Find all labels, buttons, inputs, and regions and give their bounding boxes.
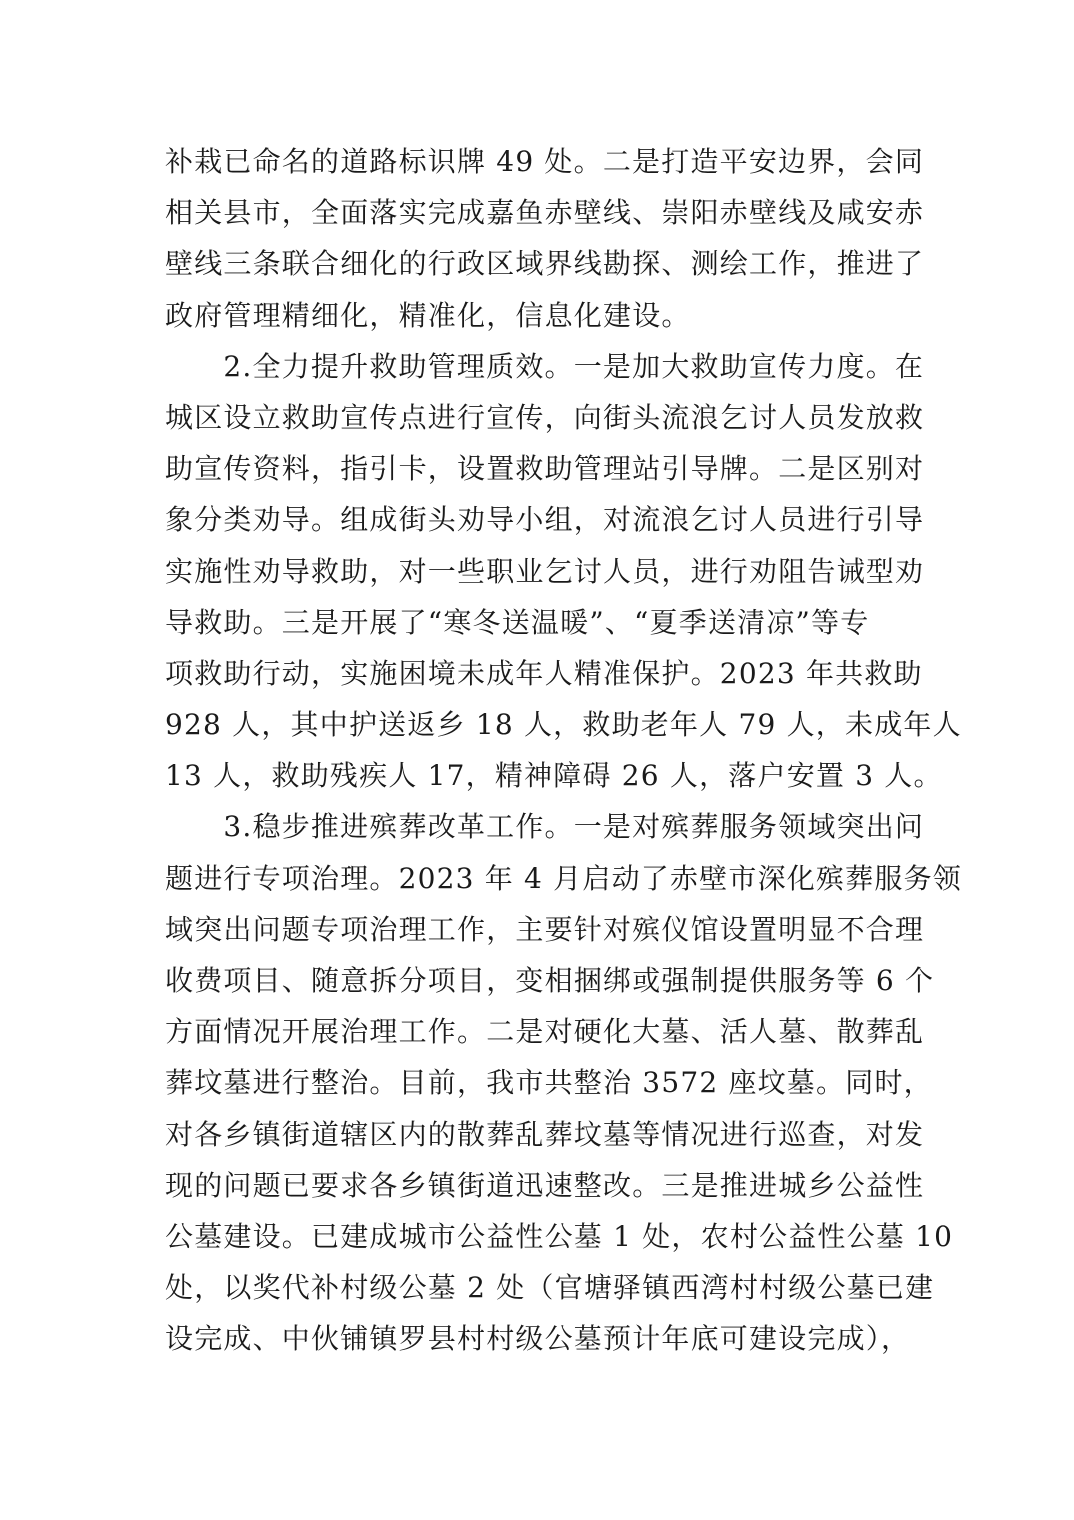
text-line: 助宣传资料，指引卡，设置救助管理站引导牌。二是区别对	[165, 452, 925, 486]
text-line: 3.稳步推进殡葬改革工作。一是对殡葬服务领域突出问	[165, 810, 925, 844]
text-line: 处，以奖代补村级公墓 2 处（官塘驿镇西湾村村级公墓已建	[165, 1271, 935, 1305]
text-line: 现的问题已要求各乡镇街道迅速整改。三是推进城乡公益性	[165, 1168, 925, 1202]
text-line: 对各乡镇街道辖区内的散葬乱葬坟墓等情况进行巡查，对发	[165, 1117, 925, 1151]
body-text	[165, 136, 962, 1365]
text-line: 导救助。三是开展了“寒冬送温暖”、“夏季送清凉”等专	[165, 605, 870, 639]
text-line: 2.全力提升救助管理质效。一是加大救助宣传力度。在	[165, 349, 925, 383]
text-line: 葬坟墓进行整治。目前，我市共整治 3572 座坟墓。同时，	[165, 1066, 933, 1100]
text-line: 政府管理精细化，精准化，信息化建设。	[165, 298, 691, 332]
text-line: 项救助行动，实施困境未成年人精准保护。2023 年共救助	[165, 656, 923, 690]
text-line: 13 人，救助残疾人 17，精神障碍 26 人，落户安置 3 人。	[165, 759, 943, 793]
text-line: 壁线三条联合细化的行政区域界线勘探、测绘工作，推进了	[165, 247, 925, 281]
text-line: 象分类劝导。组成街头劝导小组，对流浪乞讨人员进行引导	[165, 503, 925, 537]
text-line: 方面情况开展治理工作。二是对硬化大墓、活人墓、散葬乱	[165, 1015, 925, 1049]
text-line: 收费项目、随意拆分项目，变相捆绑或强制提供服务等 6 个	[165, 964, 935, 997]
text-line: 相关县市，全面落实完成嘉鱼赤壁线、崇阳赤壁线及咸安赤	[165, 196, 925, 230]
text-line: 补栽已命名的道路标识牌 49 处。二是打造平安边界，会同	[165, 145, 925, 178]
text-line: 设完成、中伙铺镇罗县村村级公墓预计年底可建设完成），	[165, 1322, 911, 1356]
text-line: 实施性劝导救助，对一些职业乞讨人员，进行劝阻告诫型劝	[165, 554, 925, 588]
text-line: 域突出问题专项治理工作，主要针对殡仪馆设置明显不合理	[165, 912, 925, 946]
text-line: 928 人，其中护送返乡 18 人，救助老年人 79 人，未成年人	[165, 708, 962, 742]
text-line: 题进行专项治理。2023 年 4 月启动了赤壁市深化殡葬服务领	[165, 861, 962, 895]
text-line: 公墓建设。已建成城市公益性公墓 1 处，农村公益性公墓 10	[165, 1219, 954, 1253]
text-line: 城区设立救助宣传点进行宣传，向街头流浪乞讨人员发放救	[165, 400, 925, 434]
